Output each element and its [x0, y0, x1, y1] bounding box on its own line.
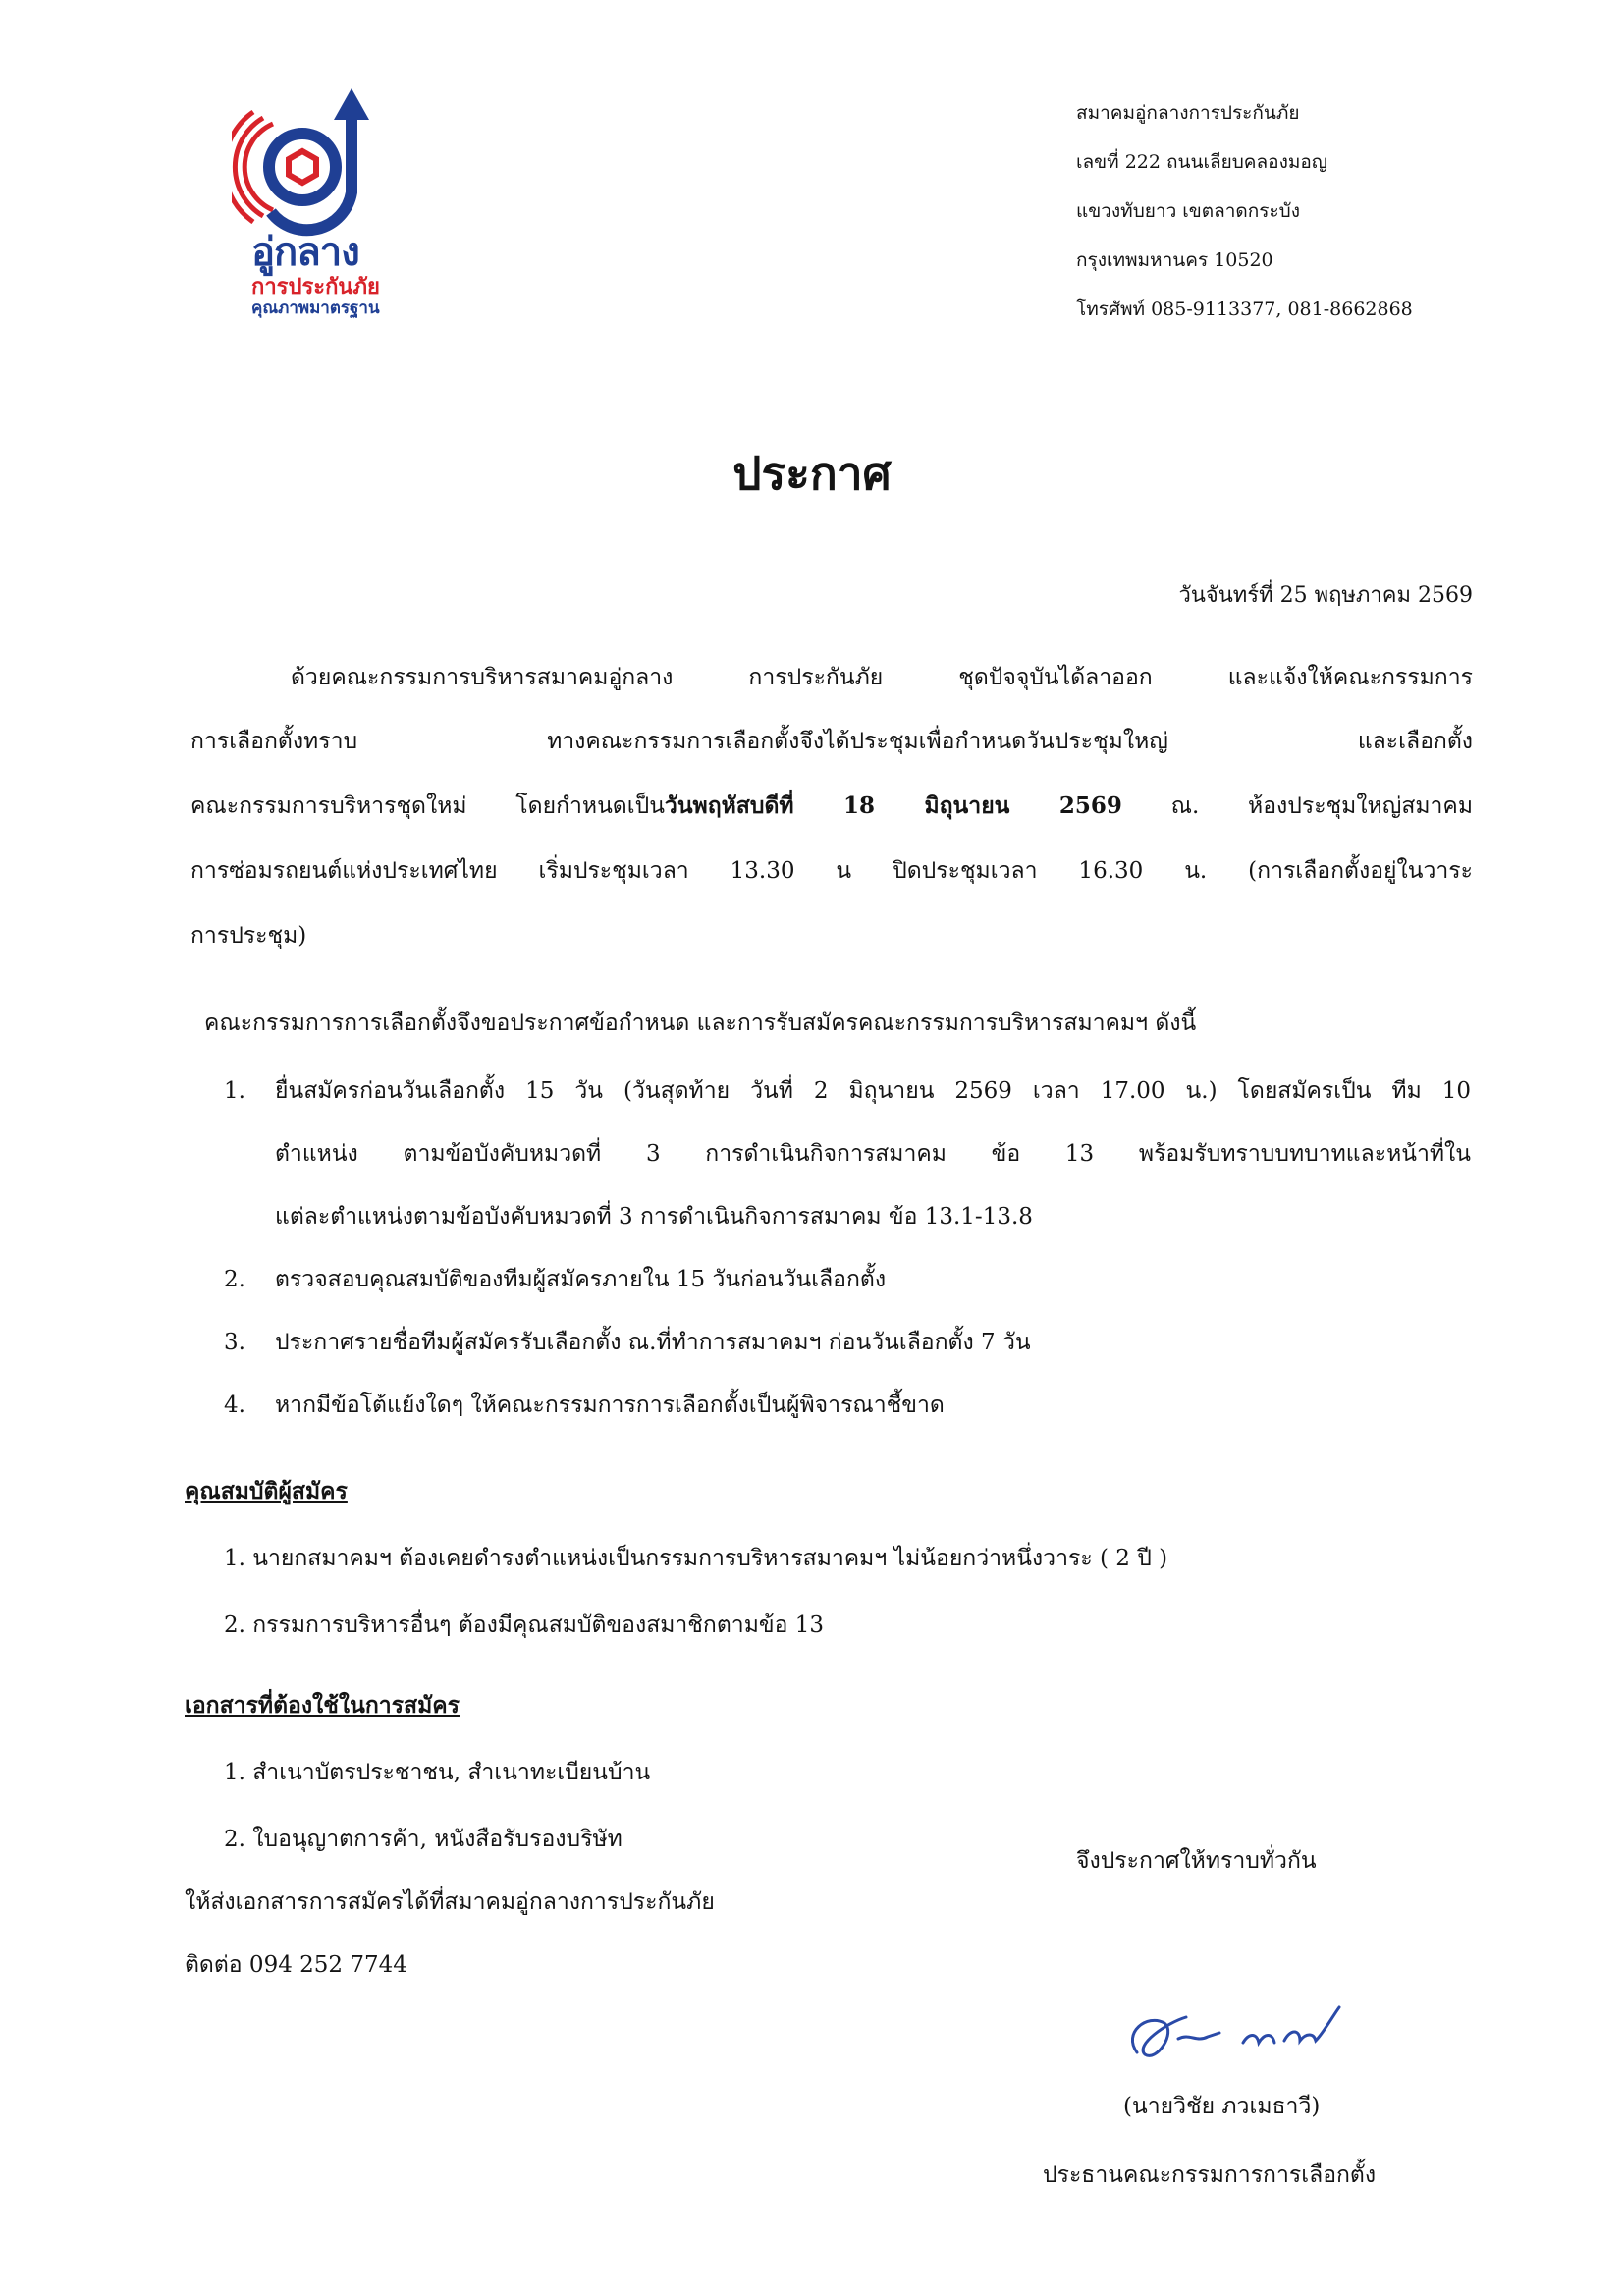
intro-line: การประชุม) [190, 923, 307, 949]
meeting-date-emphasis: วันพฤหัสบดีที่ 18 มิถุนายน 2569 [664, 793, 1122, 819]
intro-text: ณ. ห้องประชุมใหญ่สมาคม [1121, 793, 1473, 819]
rules-intro: คณะกรรมการการเลือกตั้งจึงขอประกาศข้อกำหนด และการรับสมัครคณะกรรมการบริหารสมาคมฯ ดังนี้ [204, 1011, 1197, 1036]
letterhead-address [1076, 88, 1413, 334]
intro-line: ด้วยคณะกรรมการบริหารสมาคมอู่กลาง การประกันภัย ชุดปัจจุบันได้ลาออก และแจ้งให้คณะกรรมการ [291, 665, 1473, 690]
logo-text-main: อู่กลาง [251, 230, 359, 275]
association-logo [232, 84, 399, 318]
signatory-name: (นายวิชัย ภวเมธาวี) [1123, 2094, 1321, 2119]
rule-line: ตำแหน่ง ตามข้อบังคับหมวดที่ 3 การดำเนินกิจการสมาคม ข้อ 13 พร้อมรับทราบบทบาทและหน้าที่ใน [275, 1141, 1471, 1167]
rule-line: ตรวจสอบคุณสมบัติของทีมผู้สมัครภายใน 15 วันก่อนวันเลือกตั้ง [275, 1267, 887, 1292]
announcement-date: วันจันทร์ที่ 25 พฤษภาคม 2569 [1178, 583, 1473, 608]
rule-number: 3. [224, 1330, 245, 1355]
send-documents-note: ให้ส่งเอกสารการสมัครได้ที่สมาคมอู่กลางการประกันภัย [185, 1889, 715, 1915]
rule-number: 4. [224, 1393, 245, 1418]
intro-text: คณะกรรมการบริหารชุดใหม่ โดยกำหนดเป็น [190, 793, 665, 819]
rule-line: ยื่นสมัครก่อนวันเลือกตั้ง 15 วัน (วันสุดท้าย วันที่ 2 มิถุนายน 2569 เวลา 17.00 น.) โดยสมัครเป็น ทีม 10 [275, 1078, 1471, 1104]
rule-line: แต่ละตำแหน่งตามข้อบังคับหมวดที่ 3 การดำเนินกิจการสมาคม ข้อ 13.1-13.8 [275, 1204, 1033, 1230]
rule-number: 2. [224, 1267, 245, 1292]
address-line: สมาคมอู่กลางการประกันภัย [1076, 102, 1300, 124]
intro-line: การซ่อมรถยนต์แห่งประเทศไทย เริ่มประชุมเวลา 13.30 น ปิดประชุมเวลา 16.30 น. (การเลือกตั้งอยู่ในวาระ [190, 858, 1473, 884]
address-line: กรุงเทพมหานคร 10520 [1076, 249, 1273, 271]
qualifications-heading: คุณสมบัติผู้สมัคร [185, 1478, 348, 1504]
announcement-title: ประกาศ [732, 447, 892, 500]
document-item: 2. ใบอนุญาตการค้า, หนังสือรับรองบริษัท [224, 1827, 623, 1852]
address-line: เลขที่ 222 ถนนเลียบคลองมอญ [1076, 151, 1327, 173]
intro-line-with-date [190, 792, 1473, 821]
document-item: 1. สำเนาบัตรประชาชน, สำเนาทะเบียนบ้าน [224, 1760, 651, 1785]
qualification-item: 1. นายกสมาคมฯ ต้องเคยดำรงตำแหน่งเป็นกรรมการบริหารสมาคมฯ ไม่น้อยกว่าหนึ่งวาระ ( 2 ปี ) [224, 1546, 1168, 1571]
address-line: โทรศัพท์ 085-9113377, 081-8662868 [1076, 299, 1413, 320]
rule-line: ประกาศรายชื่อทีมผู้สมัครรับเลือกตั้ง ณ.ที่ทำการสมาคมฯ ก่อนวันเลือกตั้ง 7 วัน [275, 1330, 1031, 1355]
signatory-position: ประธานคณะกรรมการการเลือกตั้ง [1043, 2162, 1377, 2188]
closing-statement: จึงประกาศให้ทราบทั่วกัน [1076, 1848, 1317, 1874]
logo-text-tagline: คุณภาพมาตรฐาน [251, 299, 380, 318]
rule-number: 1. [224, 1078, 245, 1104]
rule-line: หากมีข้อโต้แย้งใดๆ ให้คณะกรรมการการเลือกตั้งเป็นผู้พิจารณาชี้ขาด [275, 1393, 945, 1418]
handwritten-signature [1117, 1994, 1373, 2082]
contact-phone: ติดต่อ 094 252 7744 [185, 1952, 407, 1978]
documents-heading: เอกสารที่ต้องใช้ในการสมัคร [185, 1692, 460, 1719]
signature-scribble-icon [1117, 1994, 1373, 2082]
intro-line: การเลือกตั้งทราบ ทางคณะกรรมการเลือกตั้งจึงได้ประชุมเพื่อกำหนดวันประชุมใหญ่ และเลือกตั้ง [190, 729, 1473, 754]
logo-text-sub: การประกันภัย [251, 275, 380, 300]
address-line: แขวงทับยาว เขตลาดกระบัง [1076, 200, 1300, 222]
qualification-item: 2. กรรมการบริหารอื่นๆ ต้องมีคุณสมบัติของสมาชิกตามข้อ 13 [224, 1613, 824, 1638]
